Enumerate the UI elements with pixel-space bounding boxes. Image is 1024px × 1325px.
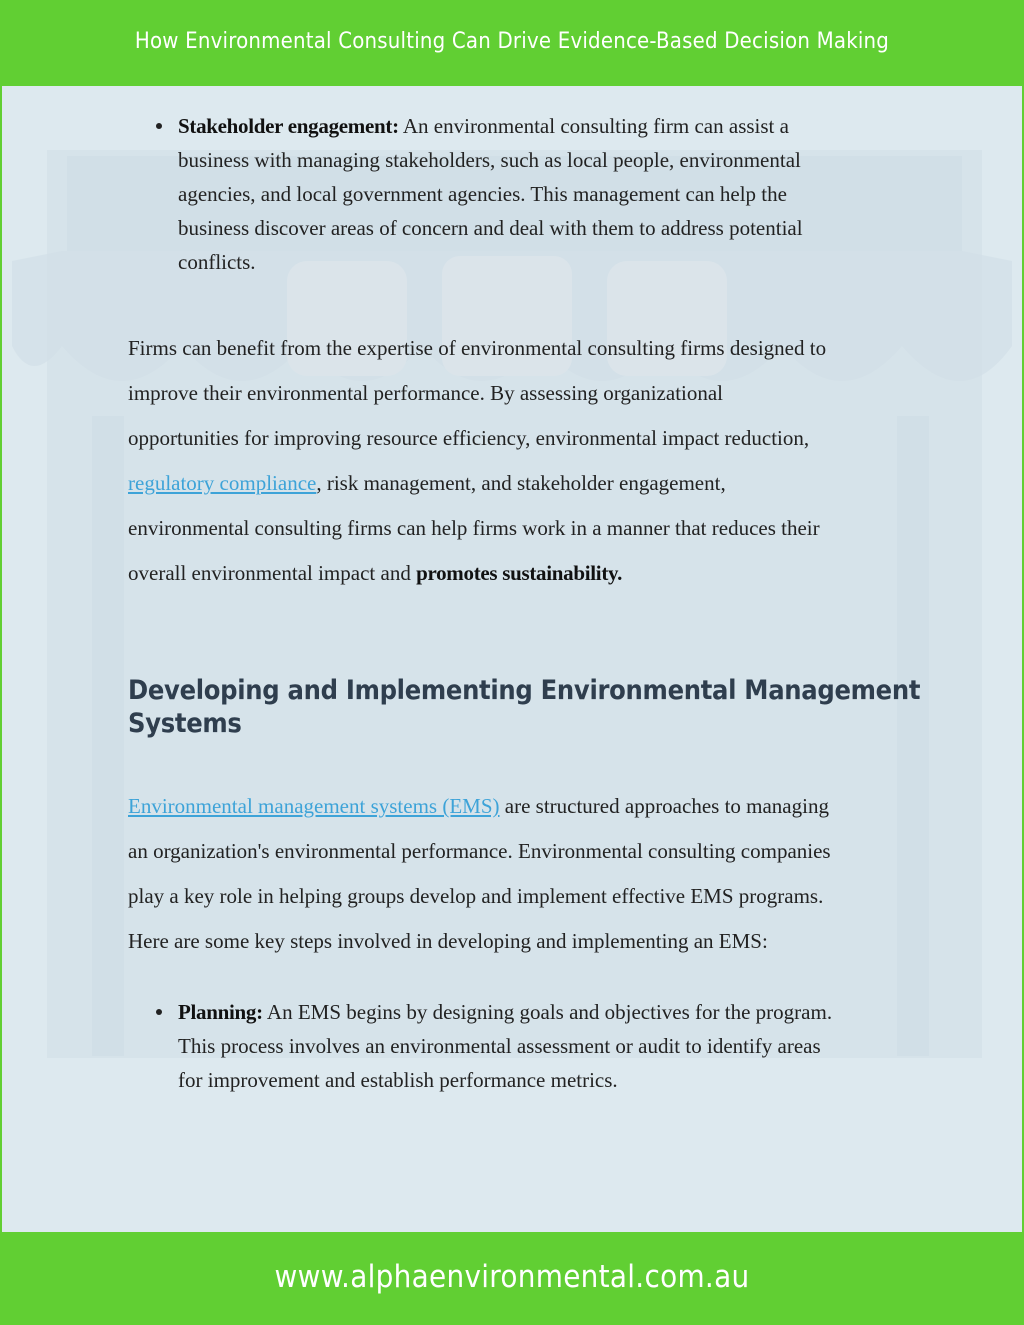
paragraph-line: Here are some key steps involved in developing and implementing an EMS: bbox=[128, 929, 768, 953]
page-header bbox=[0, 0, 1024, 84]
paragraph-line: opportunities for improving resource efficiency, environmental impact reduction, bbox=[128, 426, 810, 450]
document-title: How Environmental Consulting Can Drive Evidence-Based Decision Making bbox=[134, 28, 890, 54]
bullet-marker bbox=[156, 123, 162, 129]
website-url: www.alphaenvironmental.com.au bbox=[274, 1259, 750, 1295]
bullet-line bbox=[178, 109, 938, 143]
bullet-line: for improvement and establish performance metrics. bbox=[178, 1068, 618, 1092]
heading-line: Developing and Implementing Environmental Management bbox=[128, 675, 921, 706]
bullet-line: agencies, and local government agencies. This management can help the bbox=[178, 182, 787, 206]
bullet-text: An environmental consulting firm can assist a bbox=[398, 114, 789, 138]
planning-bullet-list bbox=[178, 995, 938, 1097]
promotes-sustainability-emphasis: promotes sustainability. bbox=[416, 561, 623, 585]
page-content bbox=[2, 86, 1022, 1232]
ems-paragraph bbox=[128, 784, 928, 964]
list-item bbox=[178, 109, 938, 279]
paragraph-line: environmental consulting firms can help firms work in a manner that reduces their bbox=[128, 516, 820, 540]
paragraph-text: , risk management, and stakeholder engagement, bbox=[316, 471, 726, 495]
paragraph-line bbox=[128, 461, 928, 506]
bullet-term: Stakeholder engagement: bbox=[178, 114, 399, 138]
paragraph-line: play a key role in helping groups develop and implement effective EMS programs. bbox=[128, 884, 824, 908]
regulatory-compliance-link[interactable]: regulatory compliance bbox=[128, 471, 317, 495]
list-item bbox=[178, 995, 938, 1097]
paragraph-line bbox=[128, 551, 928, 596]
paragraph-line bbox=[128, 784, 928, 829]
benefits-paragraph bbox=[128, 326, 928, 596]
bullet-line: conflicts. bbox=[178, 250, 256, 274]
document-body bbox=[2, 86, 1022, 1232]
ems-link[interactable]: Environmental management systems (EMS) bbox=[128, 794, 500, 818]
bullet-term: Planning: bbox=[178, 1000, 263, 1024]
bullet-marker bbox=[156, 1009, 162, 1015]
paragraph-line: an organization's environmental performance. Environmental consulting companies bbox=[128, 839, 831, 863]
paragraph-text: are structured approaches to managing bbox=[499, 794, 829, 818]
bullet-line: business discover areas of concern and deal with them to address potential bbox=[178, 216, 803, 240]
paragraph-line: Firms can benefit from the expertise of environmental consulting firms designed to bbox=[128, 336, 827, 360]
bullet-text: An EMS begins by designing goals and objectives for the program. bbox=[262, 1000, 833, 1024]
stakeholder-bullet-list bbox=[178, 109, 938, 279]
page-footer bbox=[0, 1233, 1024, 1325]
section-heading bbox=[128, 674, 948, 740]
paragraph-line: improve their environmental performance. By assessing organizational bbox=[128, 381, 724, 405]
paragraph-text: overall environmental impact and bbox=[128, 561, 417, 585]
bullet-line bbox=[178, 995, 938, 1029]
heading-line: Systems bbox=[128, 708, 242, 739]
bullet-line: business with managing stakeholders, such as local people, environmental bbox=[178, 148, 801, 172]
bullet-line: This process involves an environmental assessment or audit to identify areas bbox=[178, 1034, 821, 1058]
